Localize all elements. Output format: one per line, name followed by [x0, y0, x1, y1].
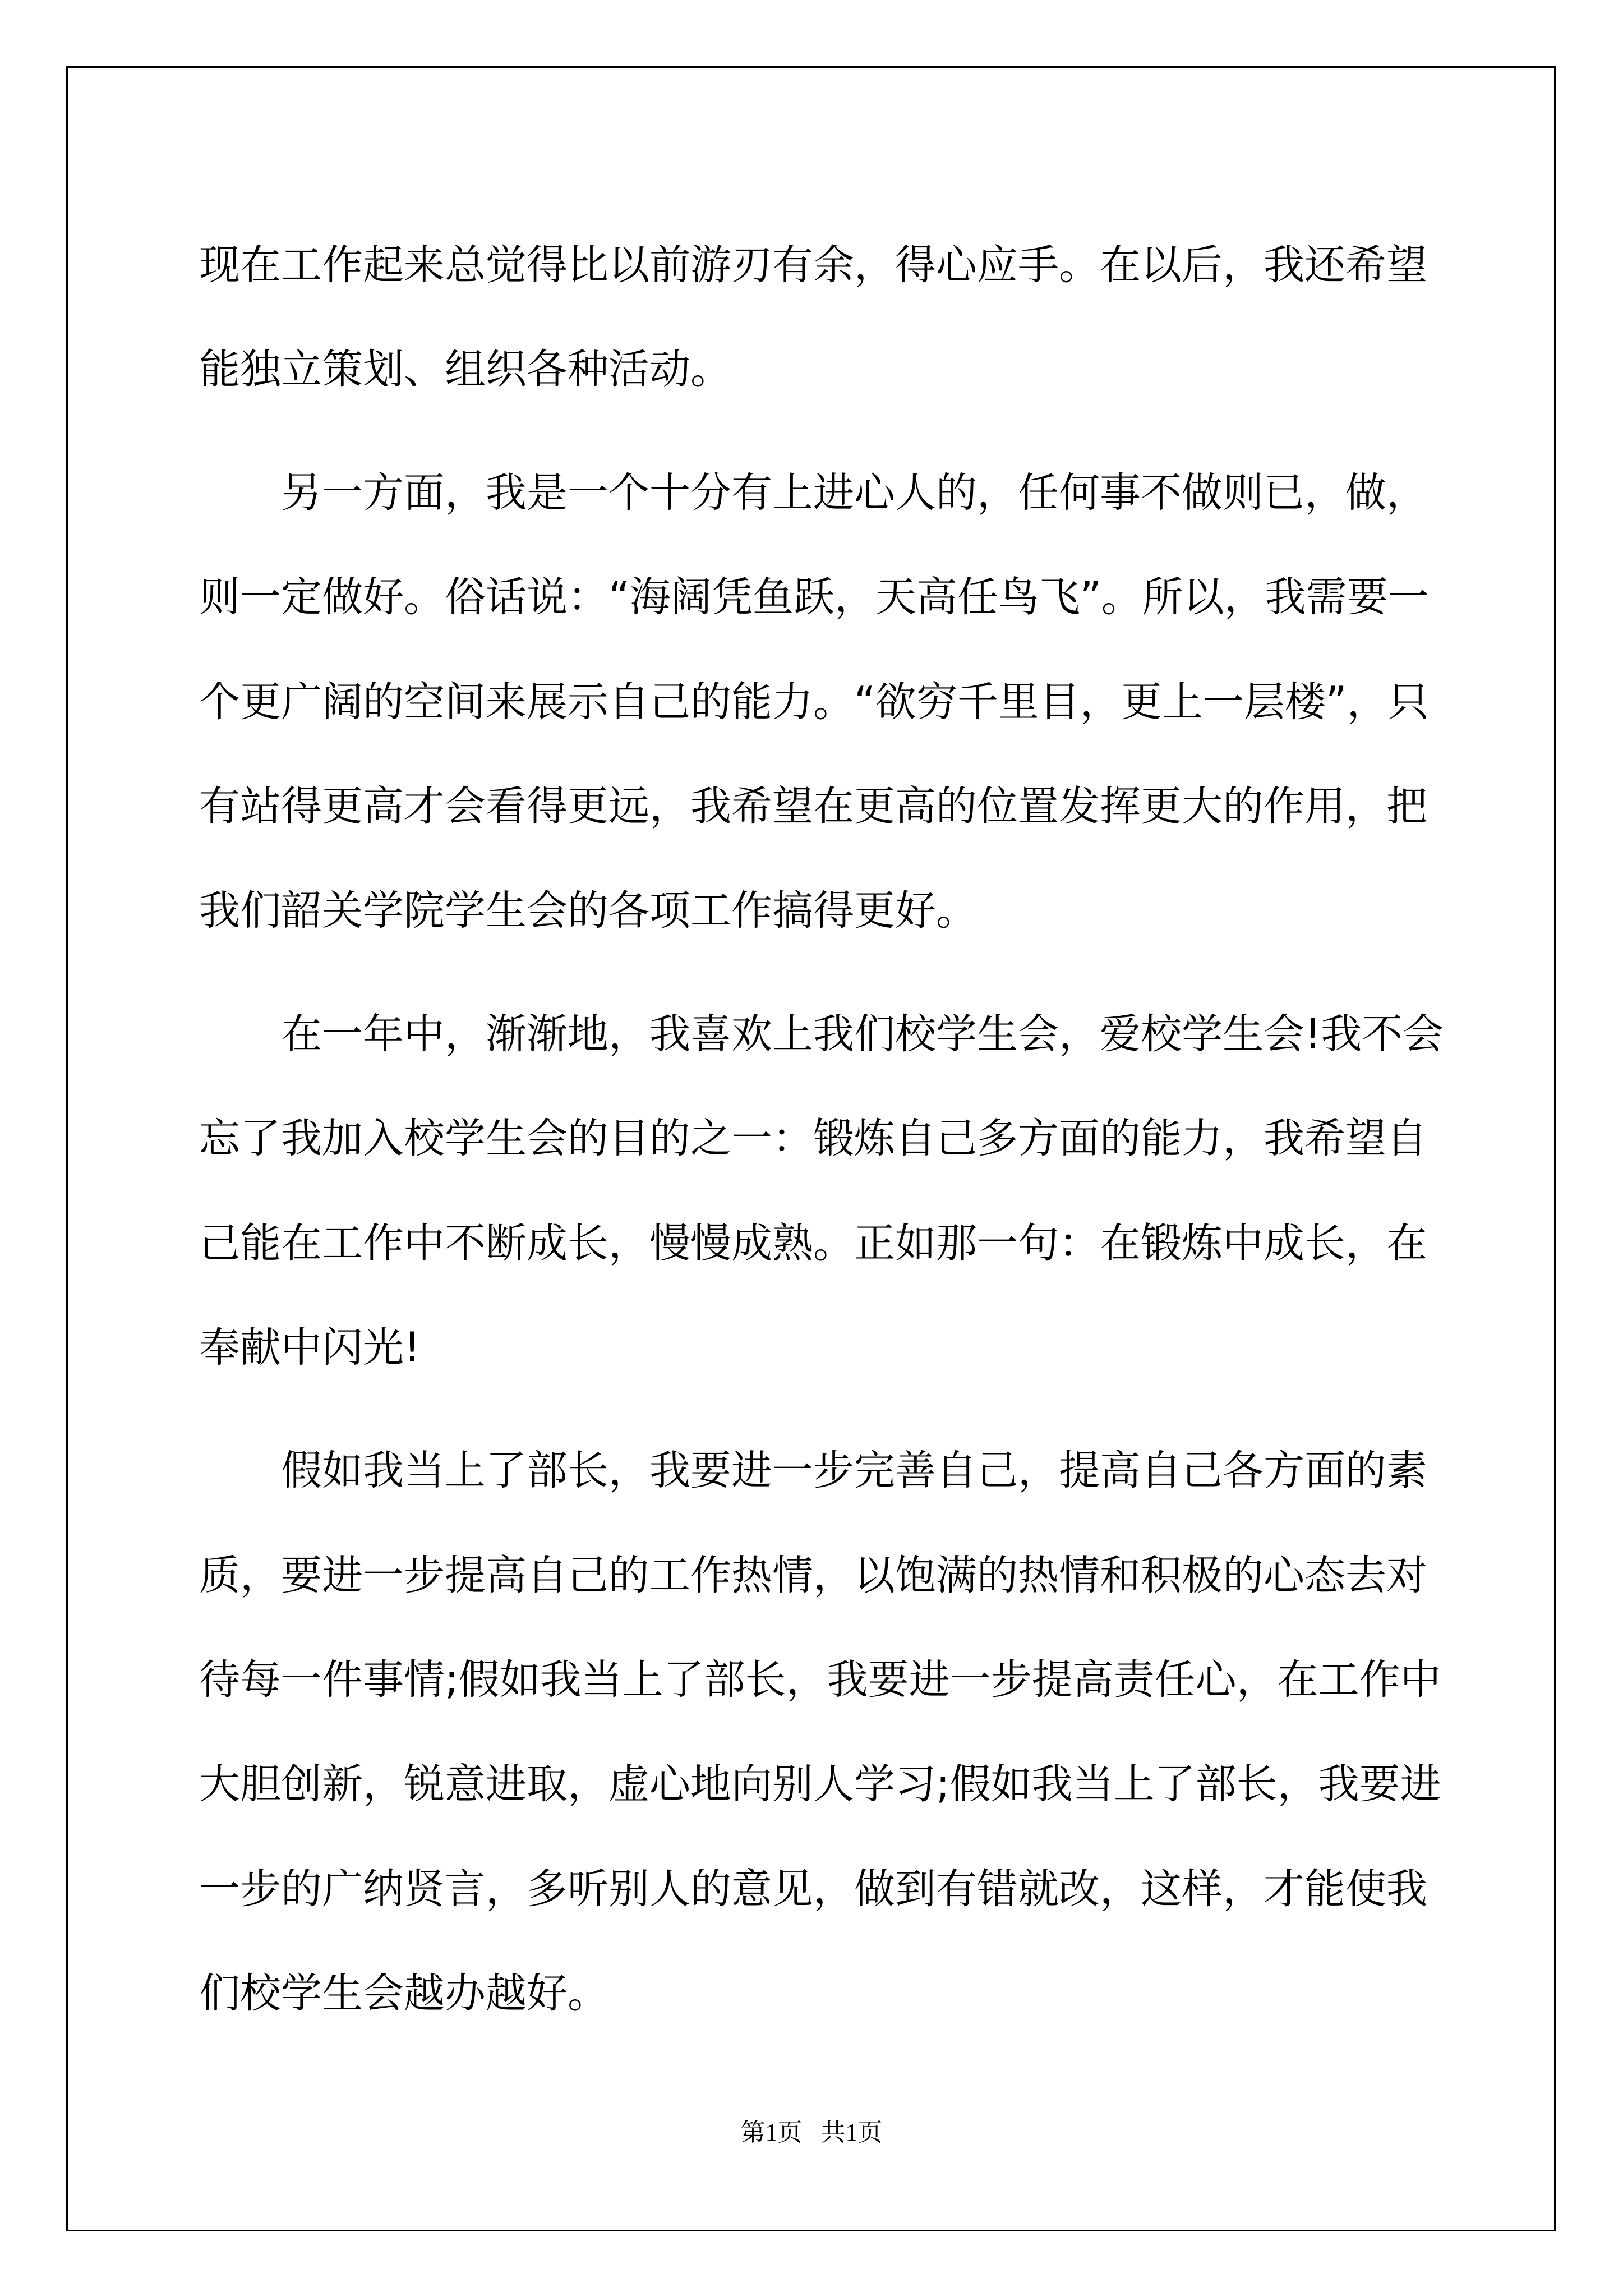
document-body — [199, 213, 1444, 2046]
text-line: 待每一件事情;假如我当上了部长，我要进一步提高责任心，在工作中 — [199, 1656, 1441, 1704]
text-line: 假如我当上了部长，我要进一步完善自己，提高自己各方面的素 — [281, 1447, 1427, 1495]
paragraph-3 — [199, 982, 1444, 1401]
text-line: 奉献中闪光! — [199, 1323, 421, 1372]
text-line: 大胆创新，锐意进取，虚心地向别人学习;假如我当上了部长，我要进 — [199, 1760, 1441, 1809]
text-line: 有站得更高才会看得更远，我希望在更高的位置发挥更大的作用，把 — [199, 782, 1427, 830]
text-line: 在一年中，渐渐地，我喜欢上我们校学生会，爱校学生会!我不会 — [281, 1010, 1444, 1058]
text-line: 忘了我加入校学生会的目的之一：锻炼自己多方面的能力，我希望自 — [199, 1115, 1427, 1163]
paragraph-1 — [199, 213, 1427, 422]
text-line: 个更广阔的空间来展示自己的能力。“欲穷千里目，更上一层楼”，只 — [199, 678, 1429, 726]
text-line: 能独立策划、组织各种活动。 — [199, 346, 731, 394]
page-number-footer: 第1页 共1页 — [740, 2119, 883, 2146]
text-line: 现在工作起来总觉得比以前游刃有余，得心应手。在以后，我还希望 — [199, 241, 1427, 289]
text-line: 我们韶关学院学生会的各项工作搞得更好。 — [199, 887, 977, 935]
text-line: 己能在工作中不断成长，慢慢成熟。正如那一句：在锻炼中成长，在 — [199, 1219, 1427, 1267]
paragraph-2 — [199, 441, 1427, 964]
paragraph-4 — [199, 1419, 1441, 2046]
text-line: 质，要进一步提高自己的工作热情，以饱满的热情和积极的心态去对 — [199, 1551, 1427, 1599]
text-line: 另一方面，我是一个十分有上进心人的，任何事不做则已，做， — [281, 468, 1427, 517]
text-line: 们校学生会越办越好。 — [199, 1970, 608, 2018]
text-line: 则一定做好。俗话说：“海阔凭鱼跃，天高任鸟飞”。所以，我需要一 — [199, 573, 1429, 622]
text-line: 一步的广纳贤言，多听别人的意见，做到有错就改，这样，才能使我 — [199, 1865, 1427, 1913]
